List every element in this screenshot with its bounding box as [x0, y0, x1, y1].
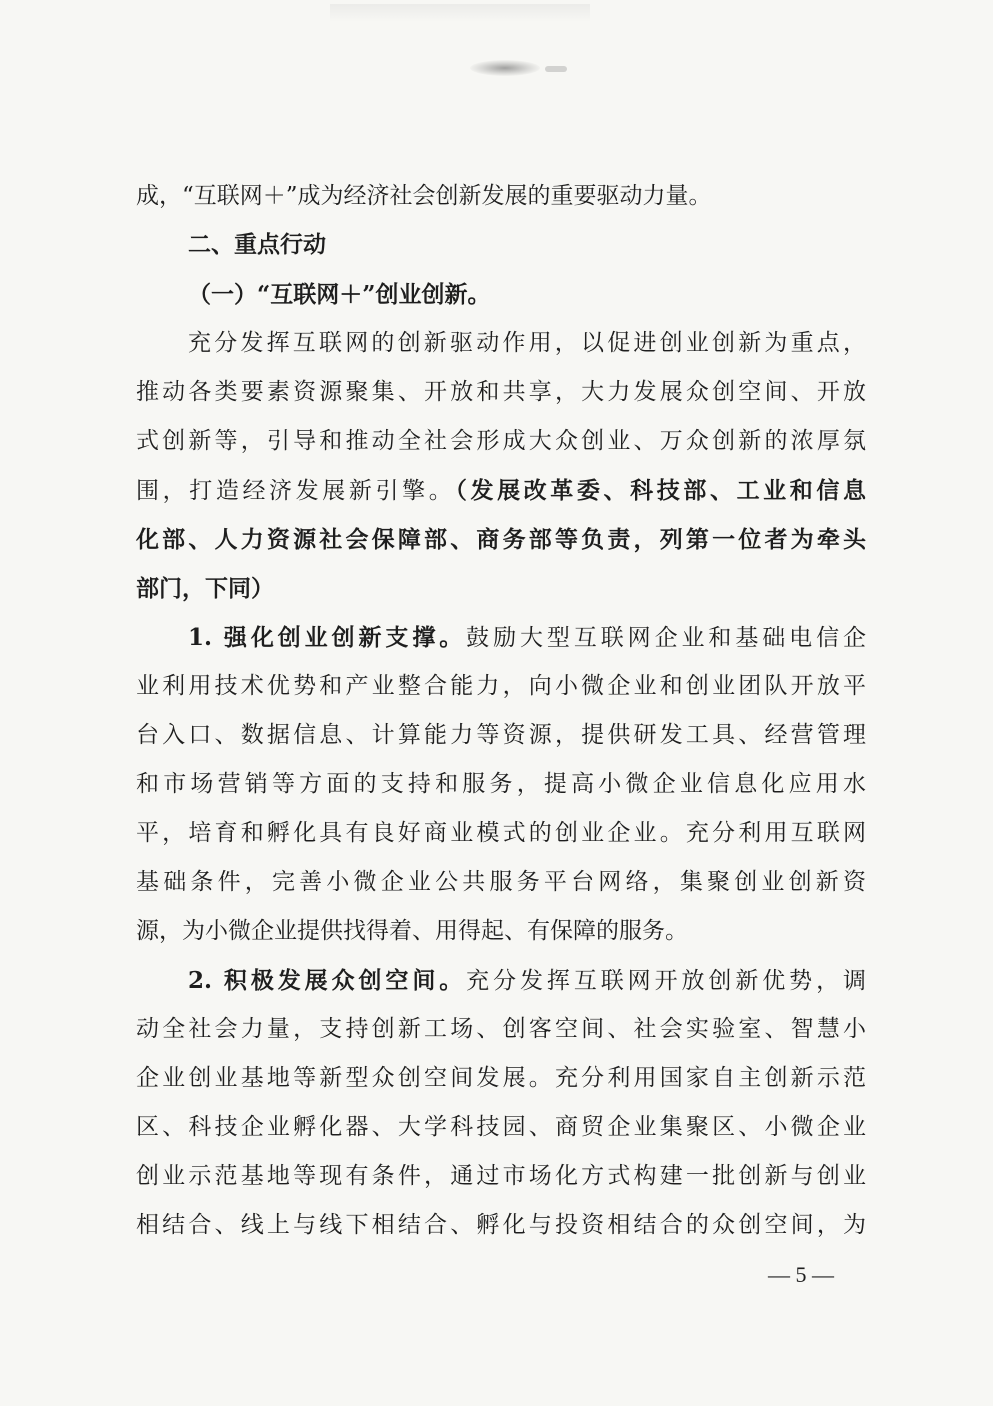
text-line — [136, 613, 866, 662]
item-heading: 2. 积极发展众创空间。 — [188, 967, 467, 994]
text-line — [136, 956, 866, 1005]
scan-smudge — [470, 60, 540, 76]
text-segment: 围，打造经济发展新引擎。 — [136, 478, 456, 504]
text-line: 平，培育和孵化具有良好商业模式的创业企业。充分利用互联网 — [136, 820, 866, 846]
text-line: 推动各类要素资源聚集、开放和共享，大力发展众创空间、开放 — [136, 379, 866, 405]
item-heading: 1. 强化创业创新支撑。 — [188, 624, 467, 651]
responsible-departments: （发展改革委、科技部、工业和信息 — [455, 477, 867, 504]
text-line: 式创新等，引导和推动全社会形成大众创业、万众创新的浓厚氛 — [136, 428, 866, 454]
text-line: 基础条件，完善小微企业公共服务平台网络，集聚创业创新资 — [136, 869, 866, 895]
text-line: 相结合、线上与线下相结合、孵化与投资相结合的众创空间，为 — [136, 1212, 866, 1238]
text-segment: 充分发挥互联网开放创新优势，调 — [466, 968, 866, 994]
text-segment: 鼓励大型互联网企业和基础电信企 — [466, 625, 866, 651]
subsection-heading: （一）“互联网＋”创业创新。 — [188, 281, 491, 308]
scan-smudge-small — [545, 66, 567, 72]
text-line: 企业创业基地等新型众创空间发展。充分利用国家自主创新示范 — [136, 1065, 866, 1091]
document-body — [136, 172, 866, 1250]
section-heading: 二、重点行动 — [188, 232, 326, 258]
text-line: 源，为小微企业提供找得着、用得起、有保障的服务。 — [136, 918, 688, 944]
text-line: 区、科技企业孵化器、大学科技园、商贸企业集聚区、小微企业 — [136, 1114, 866, 1140]
responsible-departments-line: 化部、人力资源社会保障部、商务部等负责，列第一位者为牵头 — [136, 526, 866, 553]
text-line: 创业示范基地等现有条件，通过市场化方式构建一批创新与创业 — [136, 1163, 866, 1189]
text-line: 成，“互联网＋”成为经济社会创新发展的重要驱动力量。 — [136, 183, 712, 209]
page-number: — 5 — — [768, 1262, 834, 1287]
text-line: 和市场营销等方面的支持和服务，提高小微企业信息化应用水 — [136, 771, 866, 797]
text-line — [136, 466, 866, 515]
text-line: 台入口、数据信息、计算能力等资源，提供研发工具、经营管理 — [136, 722, 866, 748]
responsible-departments-line: 部门，下同） — [136, 575, 274, 602]
text-line: 充分发挥互联网的创新驱动作用，以促进创业创新为重点， — [188, 330, 866, 356]
text-line: 动全社会力量，支持创新工场、创客空间、社会实验室、智慧小 — [136, 1016, 866, 1042]
scan-artifact-top — [330, 4, 590, 22]
text-line: 业利用技术优势和产业整合能力，向小微企业和创业团队开放平 — [136, 673, 866, 699]
